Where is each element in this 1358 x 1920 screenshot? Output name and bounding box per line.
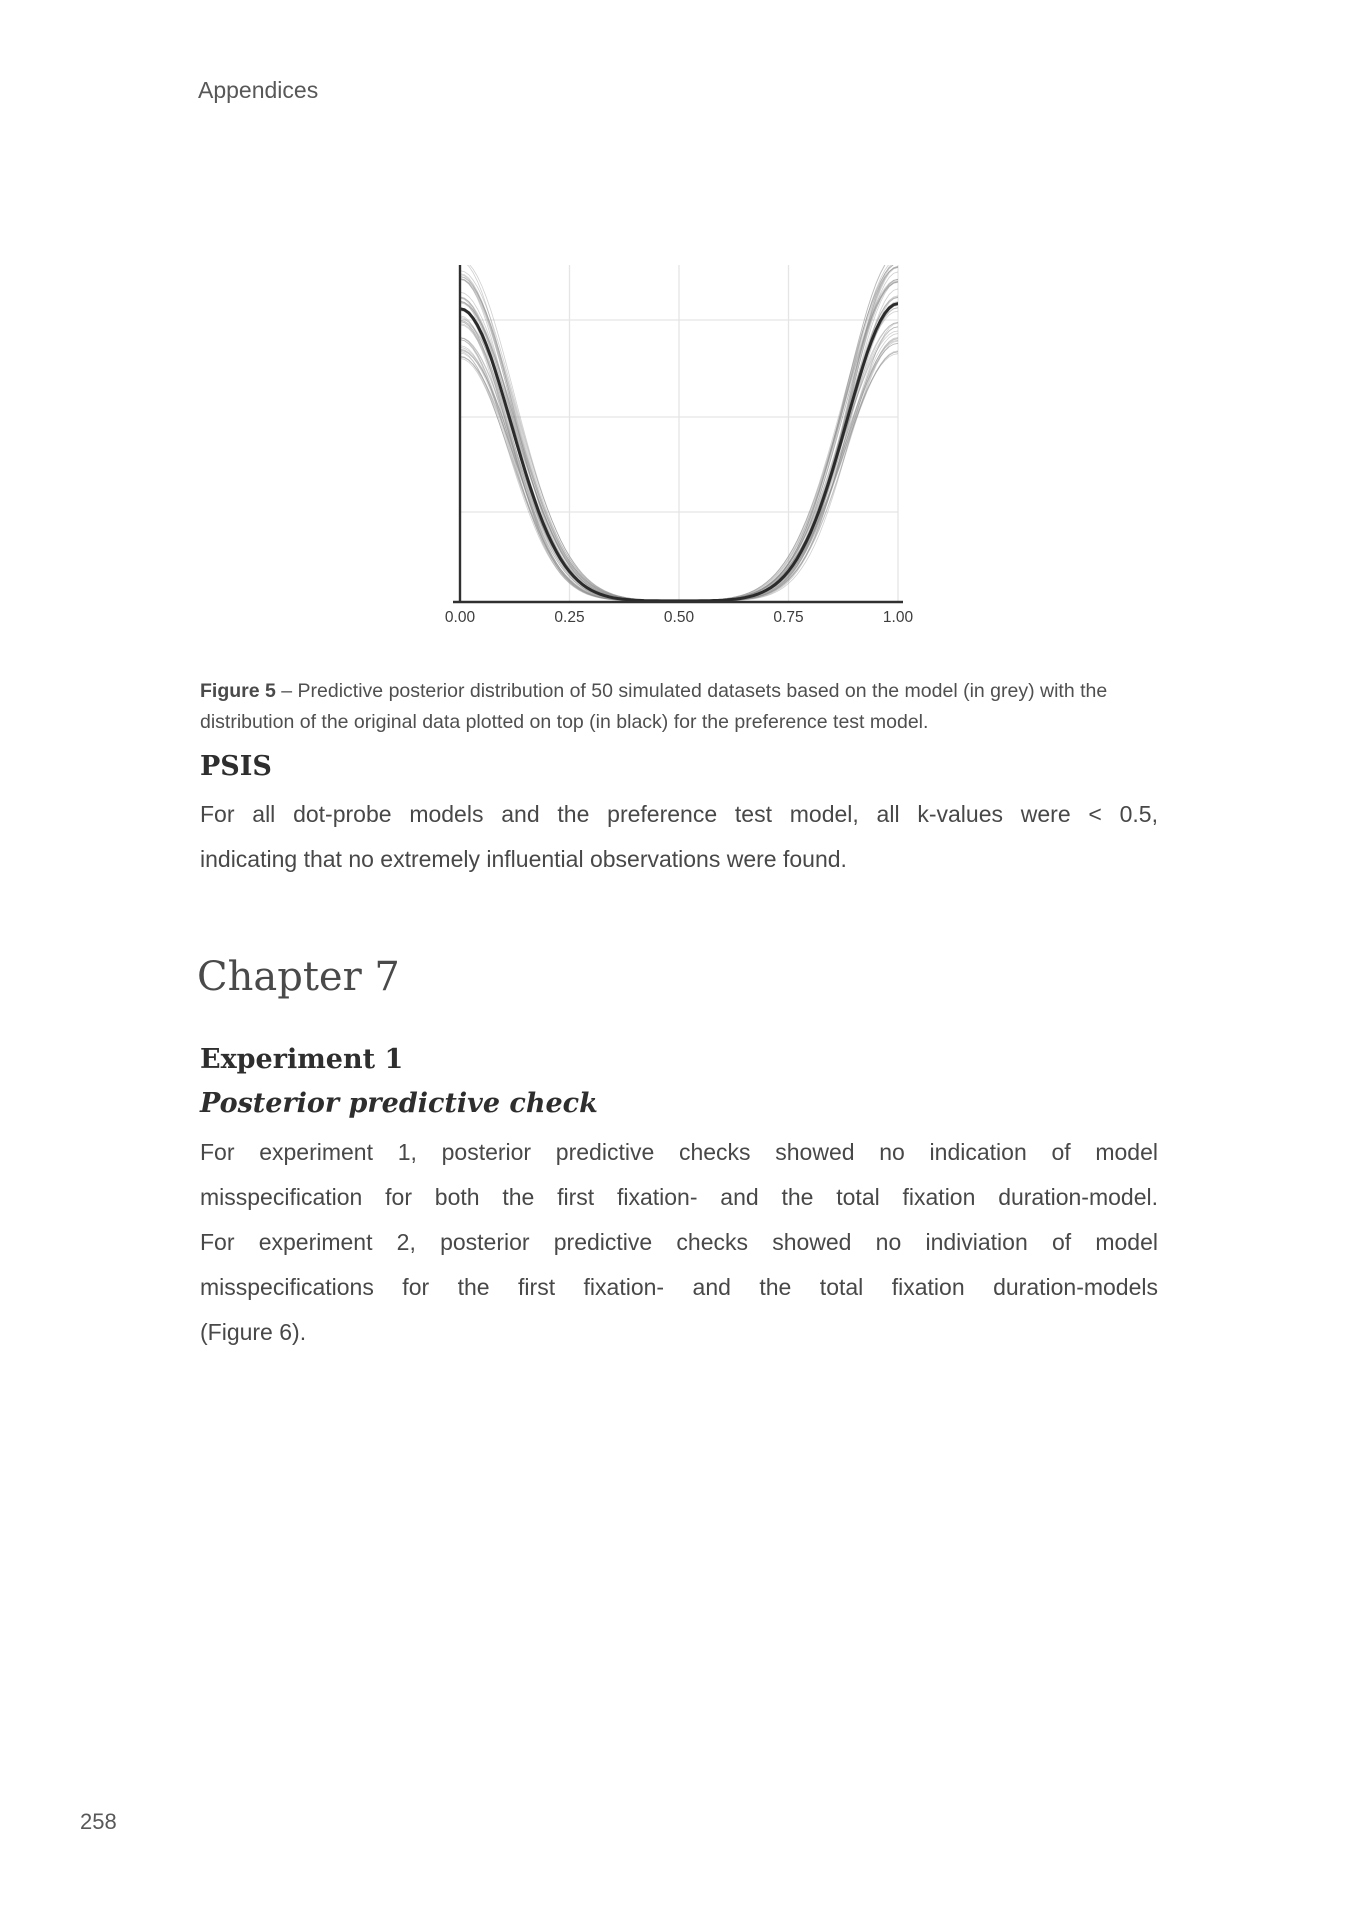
experiment-paragraph (200, 1130, 1158, 1355)
chapter-heading: Chapter 7 (197, 954, 400, 1000)
x-tick-label-1.00: 1.00 (882, 609, 914, 626)
chart-x-tick-labels (445, 609, 914, 626)
figure-caption-text: – Predictive posterior distribution of 50 simulated datasets based on the model (in grey) with the distribution of the original data plotted on top (in black) for the preference test model. (200, 680, 1108, 733)
figure-caption-label: Figure 5 (200, 680, 276, 702)
x-tick-label-0.25: 0.25 (554, 609, 585, 626)
body-line-2: misspecification for both the first fixation- and the total fixation duration-model. (200, 1184, 1158, 1210)
psis-line-2: indicating that no extremely influential observations were found. (200, 846, 847, 872)
density-plot (420, 250, 940, 645)
psis-heading: PSIS (200, 751, 272, 782)
psis-paragraph (200, 792, 1158, 882)
x-tick-label-0.00: 0.00 (444, 609, 476, 626)
running-header: Appendices (198, 77, 319, 103)
x-tick-label-0.75: 0.75 (773, 609, 804, 626)
posterior-predictive-check-subheading: Posterior predictive check (200, 1088, 598, 1119)
experiment-heading: Experiment 1 (200, 1044, 404, 1075)
chart-gridlines (460, 265, 898, 602)
body-line-1: For experiment 1, posterior predictive checks showed no indication of model (200, 1139, 1158, 1165)
figure-caption (200, 676, 1158, 738)
body-line-4: misspecifications for the first fixation- and the total fixation duration-models (200, 1274, 1158, 1300)
figure5-chart (420, 250, 940, 645)
psis-line-1: For all dot-probe models and the preference test model, all k-values were < 0.5, (200, 801, 1158, 827)
body-line-3: For experiment 2, posterior predictive checks showed no indiviation of model (200, 1229, 1158, 1255)
page-number: 258 (80, 1809, 117, 1834)
body-line-5: (Figure 6). (200, 1319, 307, 1345)
x-tick-label-0.50: 0.50 (663, 609, 695, 626)
